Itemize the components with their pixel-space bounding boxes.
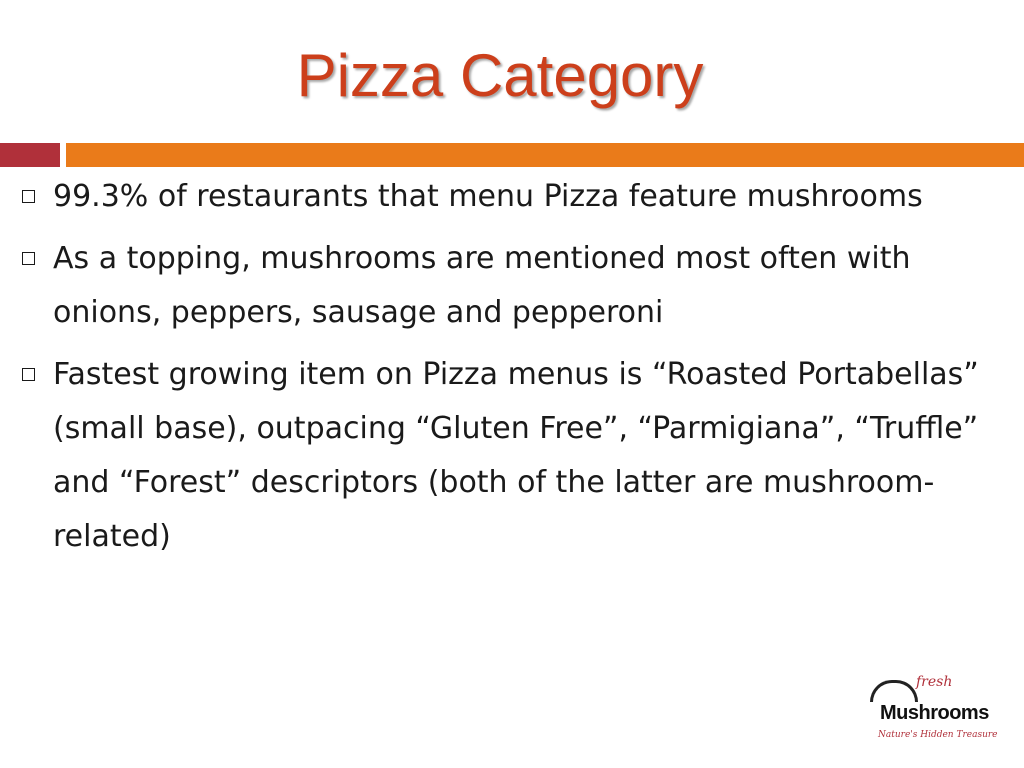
square-bullet-icon: [22, 368, 35, 381]
bullet-text: As a topping, mushrooms are mentioned most often with onions, peppers, sausage and pepperoni: [53, 241, 911, 330]
title-underline-bar: [66, 143, 1024, 167]
mushroom-cap-icon: [870, 680, 918, 702]
logo-fresh-text: fresh: [916, 674, 953, 690]
bullet-text: 99.3% of restaurants that menu Pizza feature mushrooms: [53, 179, 923, 214]
bullet-text: Fastest growing item on Pizza menus is “Roasted Portabellas” (small base), outpacing “Gluten Free”, “Parmigiana”, “Truffle” and “Forest” descriptors (both of the latter are mushroom-related): [53, 357, 979, 554]
square-bullet-icon: [22, 190, 35, 203]
bullet-list: [18, 170, 1018, 572]
bullet-item: [18, 232, 1018, 340]
logo-brand-name: Mushrooms: [880, 702, 989, 724]
logo-tagline: Nature's Hidden Treasure: [878, 730, 998, 740]
fresh-mushrooms-logo: [858, 672, 998, 756]
slide-title: Pizza Category: [296, 42, 704, 109]
square-bullet-icon: [22, 252, 35, 265]
bullet-item: [18, 348, 1018, 564]
title-underline-accent: [0, 143, 60, 167]
bullet-item: [18, 170, 1018, 224]
